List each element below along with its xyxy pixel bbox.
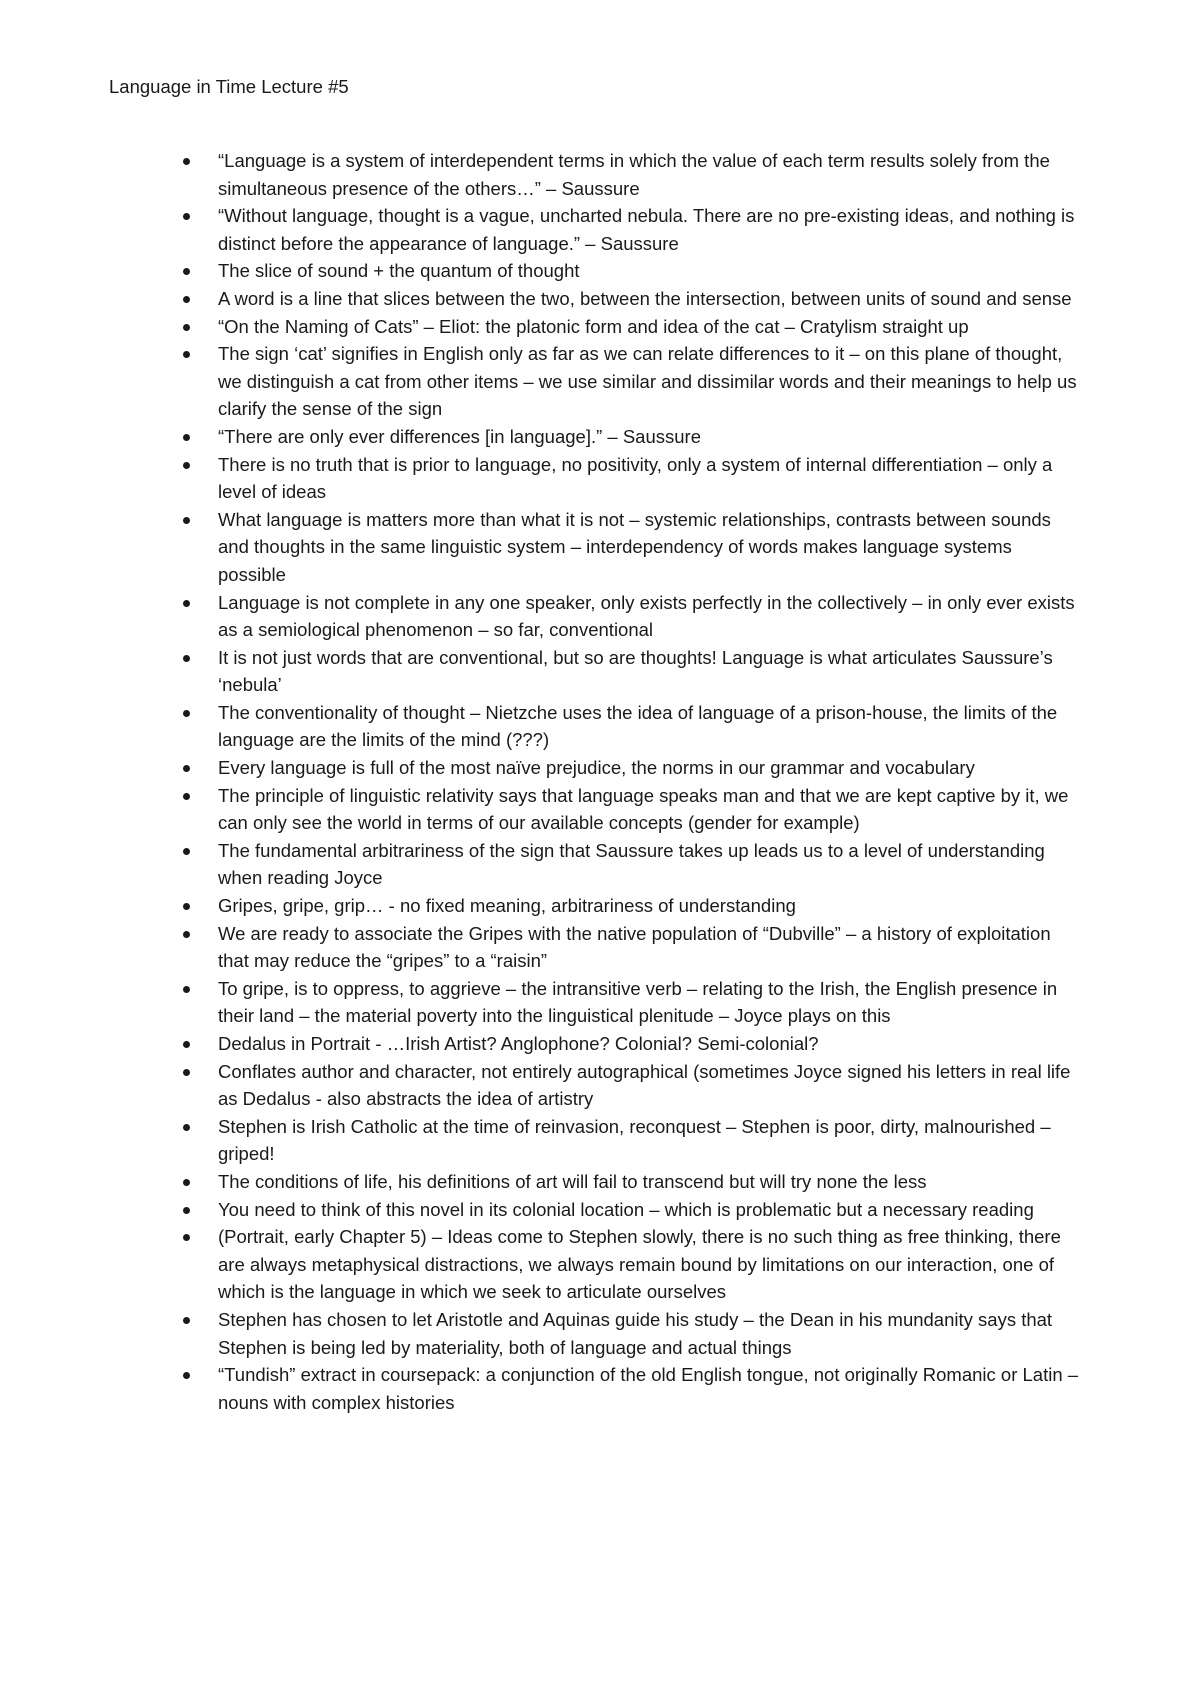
- bullet-icon: [183, 1041, 190, 1048]
- bullet-icon: [183, 1317, 190, 1324]
- list-item-text: To gripe, is to oppress, to aggrieve – the intransitive verb – relating to the Irish, the English presence in their land – the material poverty into the linguistical plenitude – Joyce plays on this: [218, 977, 1058, 1027]
- list-item: [182, 1058, 1082, 1113]
- bullet-icon: [183, 848, 190, 855]
- list-item-text: It is not just words that are conventional, but so are thoughts! Language is what articulates Saussure’s ‘nebula’: [218, 646, 1053, 696]
- list-item-text: There is no truth that is prior to language, no positivity, only a system of internal differentiation – only a level of ideas: [218, 453, 1053, 503]
- list-item: [182, 202, 1082, 257]
- bullet-icon: [183, 765, 190, 772]
- bullet-icon: [183, 710, 190, 717]
- list-item-text: What language is matters more than what it is not – systemic relationships, contrasts between sounds and thoughts in the same linguistic system – interdependency of words makes language systems possible: [218, 508, 1051, 585]
- list-item: [182, 506, 1082, 589]
- list-item: [182, 1196, 1082, 1224]
- bullet-icon: [183, 324, 190, 331]
- list-item: [182, 589, 1082, 644]
- bullet-icon: [183, 517, 190, 524]
- bullet-icon: [183, 903, 190, 910]
- list-item: [182, 1223, 1082, 1306]
- list-item: [182, 1361, 1082, 1416]
- bullet-icon: [183, 1372, 190, 1379]
- list-item-text: Gripes, gripe, grip… - no fixed meaning, arbitrariness of understanding: [218, 895, 796, 917]
- list-item: [182, 313, 1082, 341]
- list-item: [182, 1306, 1082, 1361]
- document-title: Language in Time Lecture #5: [109, 76, 349, 97]
- list-item-text: We are ready to associate the Gripes with the native population of “Dubville” – a history of exploitation that may reduce the “gripes” to a “raisin”: [218, 922, 1051, 972]
- bullet-icon: [183, 1179, 190, 1186]
- list-item: [182, 1113, 1082, 1168]
- list-item: [182, 699, 1082, 754]
- list-item-text: “There are only ever differences [in language].” – Saussure: [218, 425, 701, 447]
- list-item: [182, 340, 1082, 423]
- list-item-text: The principle of linguistic relativity says that language speaks man and that we are kept captive by it, we can only see the world in terms of our available concepts (gender for example): [218, 784, 1069, 834]
- bullet-icon: [183, 600, 190, 607]
- list-item: [182, 837, 1082, 892]
- list-item-text: Every language is full of the most naïve prejudice, the norms in our grammar and vocabulary: [218, 757, 975, 779]
- list-item-text: “Tundish” extract in coursepack: a conjunction of the old English tongue, not originally Romanic or Latin – nouns with complex histories: [218, 1364, 1079, 1413]
- list-item-text: “Without language, thought is a vague, uncharted nebula. There are no pre-existing ideas, and nothing is distinct before the appearance of language.” – Saussure: [218, 205, 1075, 254]
- bullet-icon: [183, 1234, 190, 1241]
- list-item: [182, 147, 1082, 202]
- bullet-icon: [183, 931, 190, 938]
- list-item-text: The sign ‘cat’ signifies in English only as far as we can relate differences to it – on this plane of thought, we distinguish a cat from other items – we use similar and dissimilar words and their meanings to help us clarify the sense of the sign: [218, 343, 1077, 420]
- list-item: [182, 644, 1082, 699]
- bullet-icon: [183, 655, 190, 662]
- bullet-icon: [183, 1069, 190, 1076]
- bullet-icon: [183, 434, 190, 441]
- list-item-text: The conditions of life, his definitions of art will fail to transcend but will try none the less: [218, 1170, 927, 1192]
- list-item-text: (Portrait, early Chapter 5) – Ideas come to Stephen slowly, there is no such thing as free thinking, there are always metaphysical distractions, we always remain bound by limitations on our interaction, one of which is the language in which we seek to articulate ourselves: [218, 1226, 1061, 1303]
- list-item-text: A word is a line that slices between the two, between the intersection, between units of sound and sense: [218, 287, 1072, 309]
- list-item: [182, 892, 1082, 920]
- bullet-icon: [183, 296, 190, 303]
- list-item: [182, 782, 1082, 837]
- bullet-icon: [183, 213, 190, 220]
- list-item-text: The slice of sound + the quantum of thought: [218, 260, 580, 282]
- list-item-text: Language is not complete in any one speaker, only exists perfectly in the collectively – in only ever exists as a semiological phenomenon – so far, conventional: [218, 591, 1075, 641]
- list-item-text: Stephen has chosen to let Aristotle and Aquinas guide his study – the Dean in his mundanity says that Stephen is being led by materiality, both of language and actual things: [218, 1308, 1053, 1358]
- list-item: [182, 975, 1082, 1030]
- bullet-icon: [183, 793, 190, 800]
- bullet-icon: [183, 351, 190, 358]
- bullet-icon: [183, 158, 190, 165]
- list-item: [182, 423, 1082, 451]
- list-item-text: Stephen is Irish Catholic at the time of reinvasion, reconquest – Stephen is poor, dirty, malnourished – griped!: [218, 1115, 1051, 1165]
- list-item-text: You need to think of this novel in its colonial location – which is problematic but a necessary reading: [218, 1198, 1034, 1220]
- bullet-icon: [183, 1207, 190, 1214]
- list-item-text: “Language is a system of interdependent terms in which the value of each term results solely from the simultaneous presence of the others…” – Saussure: [218, 150, 1050, 199]
- list-item-text: Dedalus in Portrait - …Irish Artist? Anglophone? Colonial? Semi-colonial?: [218, 1033, 819, 1054]
- list-item: [182, 285, 1082, 313]
- list-item: [182, 1030, 1082, 1058]
- list-item-text: The conventionality of thought – Nietzche uses the idea of language of a prison-house, the limits of the language are the limits of the mind (???): [218, 701, 1058, 751]
- list-item: [182, 257, 1082, 285]
- list-item-text: The fundamental arbitrariness of the sign that Saussure takes up leads us to a level of understanding when reading Joyce: [218, 839, 1045, 889]
- list-item: [182, 451, 1082, 506]
- bullet-icon: [183, 986, 190, 993]
- list-item: [182, 754, 1082, 782]
- list-item-text: Conflates author and character, not entirely autographical (sometimes Joyce signed his letters in real life as Dedalus - also abstracts the idea of artistry: [218, 1060, 1071, 1110]
- lecture-notes-list: [182, 147, 1082, 1416]
- list-item: [182, 920, 1082, 975]
- bullet-icon: [183, 268, 190, 275]
- list-item-text: “On the Naming of Cats” – Eliot: the platonic form and idea of the cat – Cratylism straight up: [218, 315, 969, 337]
- list-item: [182, 1168, 1082, 1196]
- bullet-icon: [183, 462, 190, 469]
- bullet-icon: [183, 1124, 190, 1131]
